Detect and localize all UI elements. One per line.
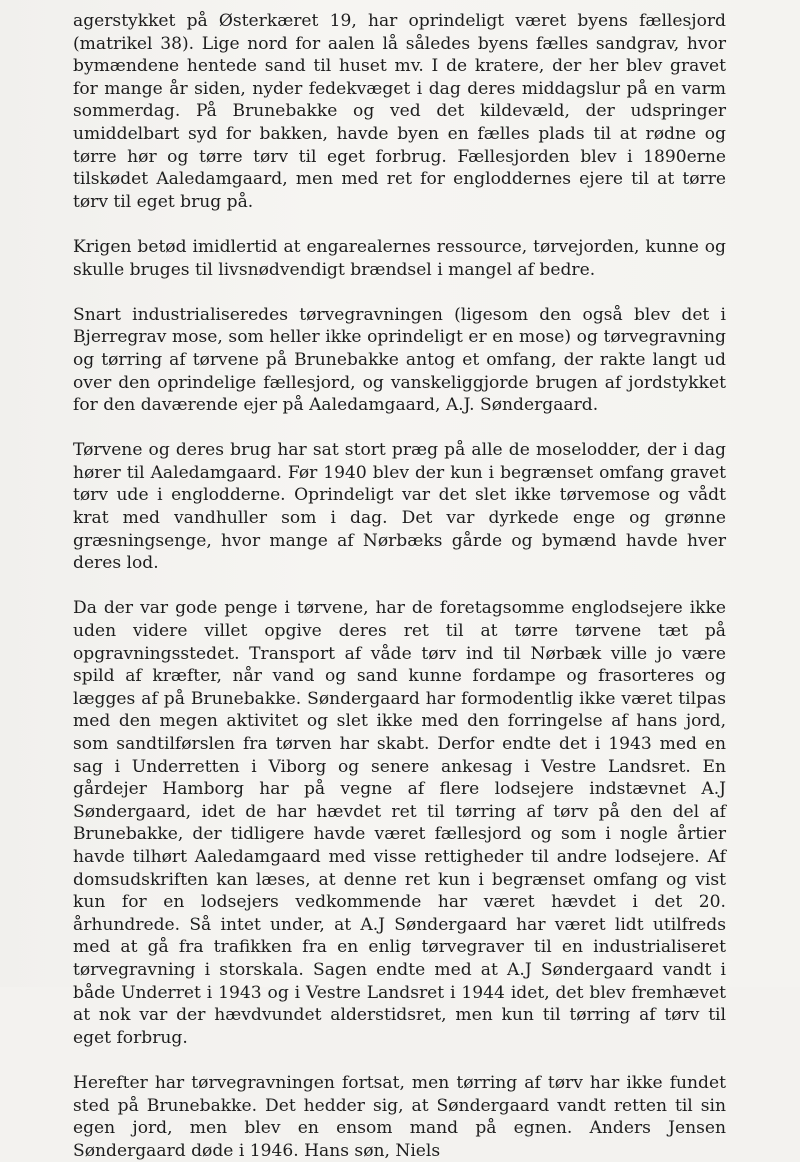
body-text bbox=[73, 10, 726, 1162]
paragraph-industrialisering: Snart industrialiseredes tørvegravningen (ligesom den også blev det i Bjerregrav mose, som heller ikke oprindeligt er en mose) og tørvegravning og tørring af tørvene på Brunebakke antog et omfang, der rakte langt ud over den oprindelige fællesjord, og vanskeliggjorde brugen af jordstykket for den daværende ejer på Aaledamgaard, A.J. Søndergaard. bbox=[73, 304, 726, 416]
paragraph-moselodder: Tørvene og deres brug har sat stort præg på alle de moselodder, der i dag hører til Aaledamgaard. Før 1940 blev der kun i begrænset omfang gravet tørv ude i englodderne. Oprindeligt var det slet ikke tørvemose og vådt krat med vandhuller som i dag. Det var dyrkede enge og grønne græsningsenge, hvor mange af Nørbæks gårde og bymænd havde hver deres lod. bbox=[73, 440, 726, 574]
paragraph-krigen: Krigen betød imidlertid at engarealernes ressource, tørvejorden, kunne og skulle bruges til livsnødvendigt brændsel i mangel af bedre. bbox=[73, 236, 726, 280]
paragraph-retssag: Da der var gode penge i tørvene, har de foretagsomme englodsejere ikke uden videre villet opgive deres ret til at tørre tørvene tæt på opgravningsstedet. Transport af våde tørv ind til Nørbæk ville jo være spild af kræfter, når vand og sand kunne fordampe og frasorteres og lægges af på Brunebakke. Søndergaard har formodentlig ikke været tilpas med den megen aktivitet og slet ikke med den forringelse af hans jord, som sandtilførslen fra tørven har skabt. Derfor endte det i 1943 med en sag i Underretten i Viborg og senere ankesag i Vestre Landsret. En gårdejer Hamborg har på vegne af flere lodsejere indstævnet A.J Søndergaard, idet de har hævdet ret til tørring af tørv på den del af Brunebakke, der tidligere havde været fællesjord og som i nogle årtier havde tilhørt Aaledamgaard med visse rettigheder til andre lodsejere. Af domsudskriften kan læses, at denne ret kun i begrænset omfang og vist kun for en lodsejers vedkommende har været hævdet i det 20. århundrede. Så intet under, at A.J Søndergaard har været lidt utilfreds med at gå fra trafikken fra en enlig tørvegraver til en industrialiseret tørvegravning i storskala. Sagen endte med at A.J Søndergaard vandt i både Underret i 1943 og i Vestre Landsret i 1944 idet, det blev fremhævet at nok var der hævdvundet alderstidsret, men kun til tørring af tørv til eget forbrug. bbox=[73, 598, 726, 1048]
paragraph-fællesjord: agerstykket på Østerkæret 19, har oprindeligt været byens fællesjord (matrikel 38). Lige nord for aalen lå således byens fælles sandgrav, hvor bymændene hentede sand til huset mv. I de kratere, der her blev gravet for mange år siden, nyder fedekvæget i dag deres middagslur på en varm sommerdag. På Brunebakke og ved det kildevæld, der udspringer umiddelbart syd for bakken, havde byen en fælles plads til at rødne og tørre hør og tørre tørv til eget forbrug. Fællesjorden blev i 1890erne tilskødet Aaledamgaard, men med ret for engloddernes ejere til at tørre tørv til eget brug på. bbox=[73, 11, 726, 212]
paragraph-herefter: Herefter har tørvegravningen fortsat, men tørring af tørv har ikke fundet sted på Brunebakke. Det hedder sig, at Søndergaard vandt retten til sin egen jord, men blev en ensom mand på egnen. Anders Jensen Søndergaard døde i 1946. Hans søn, Niels bbox=[73, 1072, 726, 1161]
